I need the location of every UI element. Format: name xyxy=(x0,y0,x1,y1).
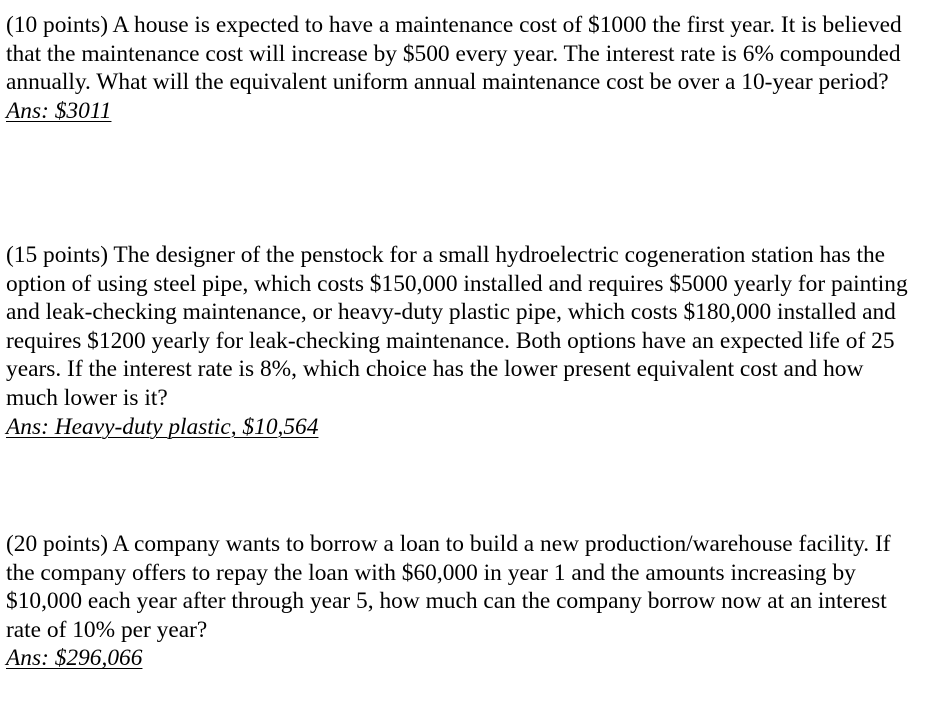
problem-1-answer: Ans: $3011 xyxy=(6,97,112,124)
problem-1 xyxy=(6,11,921,125)
problem-3-answer: Ans: $296,066 xyxy=(6,645,143,672)
problem-2-answer: Ans: Heavy-duty plastic, $10,564 xyxy=(6,413,319,440)
problem-3 xyxy=(6,530,921,673)
problem-1-text: (10 points) A house is expected to have a maintenance cost of $1000 the first year. It is believed that the maintenance cost will increase by $500 every year. The interest rate is 6% compounded annually. What will the equivalent uniform annual maintenance cost be over a 10-year period? xyxy=(6,12,902,96)
problem-3-text: (20 points) A company wants to borrow a loan to build a new production/warehouse facility. If the company offers to repay the loan with $60,000 in year 1 and the amounts increasing by $10,000 each year after through year 5, how much can the company borrow now at an interest rate of 10% per year? xyxy=(6,531,891,643)
problem-2 xyxy=(6,241,921,441)
problem-2-text: (15 points) The designer of the penstock for a small hydroelectric cogeneration station has the option of using steel pipe, which costs $150,000 installed and requires $5000 yearly for painting and leak-checking maintenance, or heavy-duty plastic pipe, which costs $180,000 installed and requires $1200 yearly for leak-checking maintenance. Both options have an expected life of 25 years. If the interest rate is 8%, which choice has the lower present equivalent cost and how much lower is it? xyxy=(6,242,908,411)
